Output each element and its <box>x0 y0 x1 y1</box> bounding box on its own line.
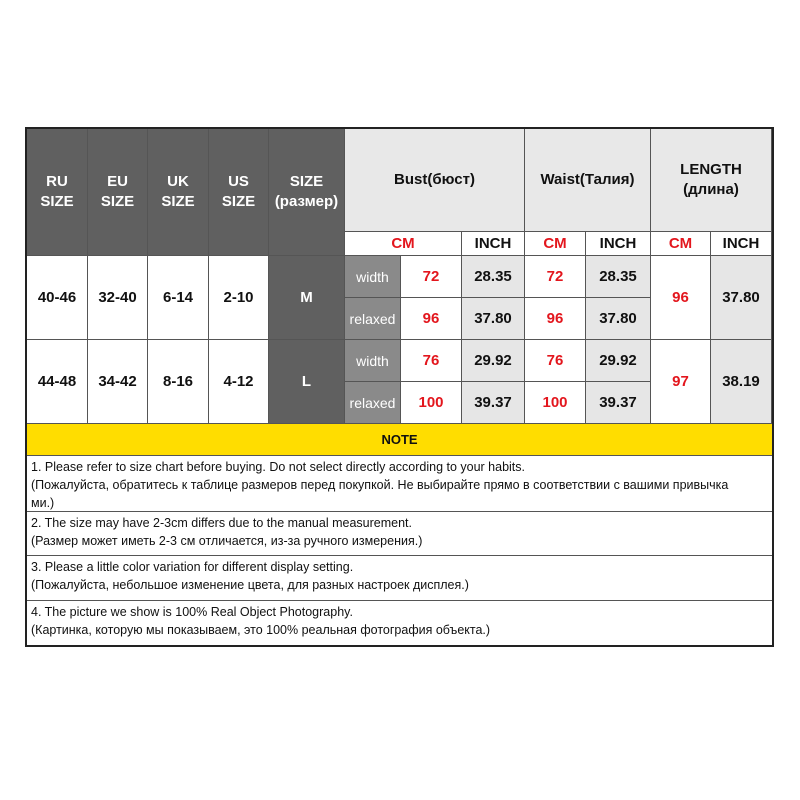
table-row-2-us: 4-12 <box>209 340 269 424</box>
note-item-4 <box>27 601 772 645</box>
note-item-3 <box>27 556 772 601</box>
size-header: SIZE (размер) <box>269 129 345 256</box>
note-item-2 <box>27 512 772 556</box>
row-2-waist-width-inch: 29.92 <box>586 340 651 382</box>
row-2-bust-relaxed-cm: 100 <box>401 382 462 424</box>
note-2-en: 2. The size may have 2-3cm differs due to the manual measurement. <box>31 516 412 530</box>
note-4-ru: (Картинка, которую мы показываем, это 100% реальная фотография объекта.) <box>31 623 491 637</box>
table-row-2-eu: 34-42 <box>88 340 148 424</box>
note-3-en: 3. Please a little color variation for different display setting. <box>31 560 354 574</box>
row-1-bust-relaxed-inch: 37.80 <box>462 298 525 340</box>
row-1-width-label: width <box>345 256 401 298</box>
table-row-1-eu: 32-40 <box>88 256 148 340</box>
row-1-waist-relaxed-inch: 37.80 <box>586 298 651 340</box>
row-1-waist-relaxed-cm: 96 <box>525 298 586 340</box>
note-2-ru: (Размер может иметь 2-3 см отличается, из-за ручного измерения.) <box>31 534 423 548</box>
table-row-2-ru: 44-48 <box>27 340 88 424</box>
waist-inch-header: INCH <box>586 232 651 256</box>
length-inch-header: INCH <box>711 232 772 256</box>
row-1-waist-width-cm: 72 <box>525 256 586 298</box>
note-title: NOTE <box>27 424 772 456</box>
row-2-relaxed-label: relaxed <box>345 382 401 424</box>
row-1-relaxed-label: relaxed <box>345 298 401 340</box>
row-2-waist-width-cm: 76 <box>525 340 586 382</box>
table-row-2-size: L <box>269 340 345 424</box>
uk-size-header: UK SIZE <box>148 129 209 256</box>
row-2-width-label: width <box>345 340 401 382</box>
table-row-1-uk: 6-14 <box>148 256 209 340</box>
note-3-ru: (Пожалуйста, небольшое изменение цвета, для разных настроек дисплея.) <box>31 578 469 592</box>
row-2-bust-width-cm: 76 <box>401 340 462 382</box>
note-1-ru: (Пожалуйста, обратитесь к таблице размеров перед покупкой. Не выбирайте прямо в соответствии с вашими привычка <box>31 478 729 492</box>
eu-size-header: EU SIZE <box>88 129 148 256</box>
bust-cm-header: CM <box>345 232 462 256</box>
row-1-bust-width-cm: 72 <box>401 256 462 298</box>
size-chart <box>25 127 774 647</box>
length-cm-header: CM <box>651 232 711 256</box>
table-row-1-size: M <box>269 256 345 340</box>
length-header: LENGTH (длина) <box>651 129 772 232</box>
row-2-bust-relaxed-inch: 39.37 <box>462 382 525 424</box>
row-1-waist-width-inch: 28.35 <box>586 256 651 298</box>
waist-cm-header: CM <box>525 232 586 256</box>
row-2-length-cm: 97 <box>651 340 711 424</box>
row-1-length-inch: 37.80 <box>711 256 772 340</box>
bust-header: Bust(бюст) <box>345 129 525 232</box>
waist-header: Waist(Талия) <box>525 129 651 232</box>
row-1-length-cm: 96 <box>651 256 711 340</box>
note-4-en: 4. The picture we show is 100% Real Object Photography. <box>31 605 353 619</box>
table-row-1-ru: 40-46 <box>27 256 88 340</box>
ru-size-header: RU SIZE <box>27 129 88 256</box>
row-2-waist-relaxed-cm: 100 <box>525 382 586 424</box>
table-row-1-us: 2-10 <box>209 256 269 340</box>
note-1-ru-cont: ми.) <box>31 496 55 510</box>
row-2-length-inch: 38.19 <box>711 340 772 424</box>
row-1-bust-width-inch: 28.35 <box>462 256 525 298</box>
row-2-bust-width-inch: 29.92 <box>462 340 525 382</box>
row-2-waist-relaxed-inch: 39.37 <box>586 382 651 424</box>
table-row-2-uk: 8-16 <box>148 340 209 424</box>
us-size-header: US SIZE <box>209 129 269 256</box>
row-1-bust-relaxed-cm: 96 <box>401 298 462 340</box>
bust-inch-header: INCH <box>462 232 525 256</box>
note-item-1 <box>27 456 772 512</box>
note-1-en: 1. Please refer to size chart before buying. Do not select directly according to your habits. <box>31 460 526 474</box>
